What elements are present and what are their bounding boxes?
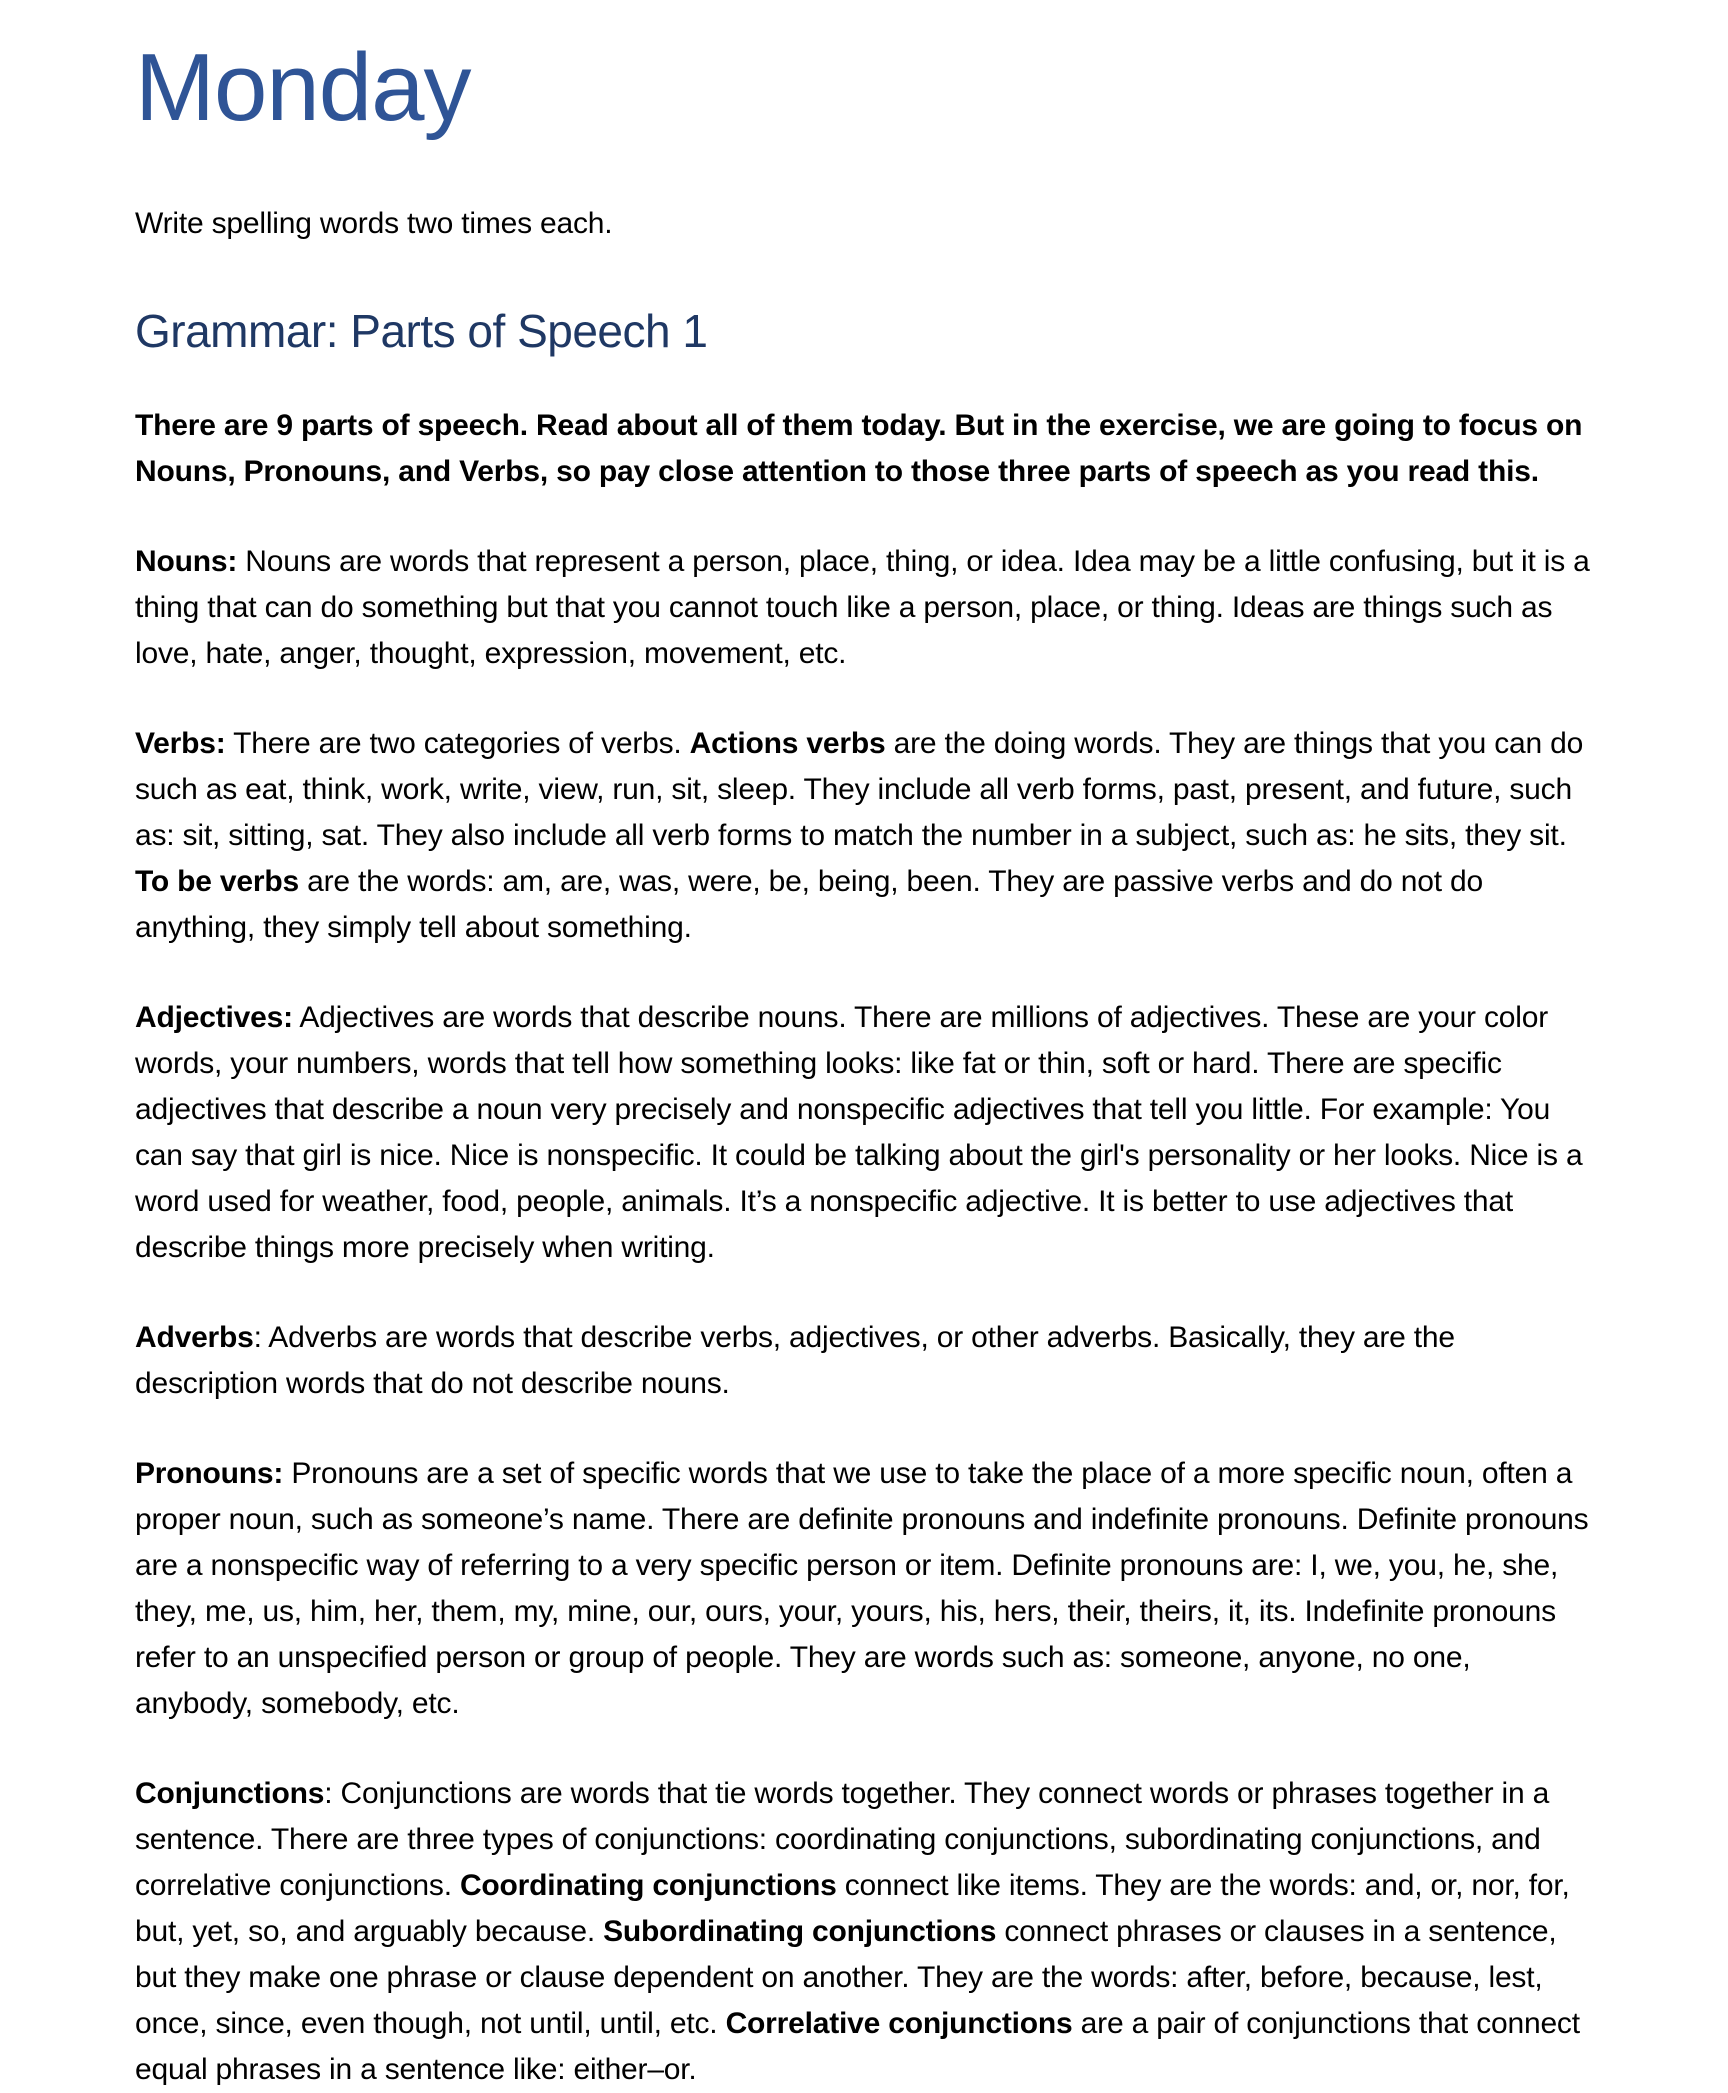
text-segment: Actions verbs — [689, 726, 886, 760]
text-segment: Nouns: — [135, 544, 238, 578]
text-segment: are a pair of conjunctions that connect equal phrases in a sentence like: either–or. — [135, 2006, 1580, 2086]
text-segment: are the doing words. They are things that you can do such as eat, think, work, write, view, run, sit, sleep. They include all verb forms, past, present, and future, such as: sit, sitting, sat. They also include all verb forms to match the number in a subject, such as: he sits, they sit. — [135, 726, 1584, 852]
text-segment: There are 9 parts of speech. Read about all of them today. But in the exercise, we are going to focus on Nouns, Pronouns, and Verbs, so pay close attention to those three parts of speech as you read this. — [135, 408, 1583, 488]
text-segment: are the words: am, are, was, were, be, being, been. They are passive verbs and do not do anything, they simply tell about something. — [135, 864, 1483, 944]
section-heading: Grammar: Parts of Speech 1 — [135, 305, 708, 358]
text-segment: To be verbs — [135, 864, 299, 898]
text-segment: connect phrases or clauses in a sentence, but they make one phrase or clause dependent on another. They are the words: after, before, because, lest, once, since, even though, not until, until, etc. — [135, 1914, 1557, 2040]
paragraph-verbs — [135, 721, 1593, 951]
text-segment: Verbs: — [135, 726, 226, 760]
paragraph-pronouns — [135, 1451, 1593, 1727]
document-title: Monday — [135, 34, 471, 141]
paragraph-adjectives — [135, 995, 1593, 1271]
text-segment: Conjunctions — [135, 1776, 325, 1810]
paragraph-nouns — [135, 539, 1593, 677]
text-segment: Pronouns are a set of specific words that we use to take the place of a more specific noun, often a proper noun, such as someone’s name. There are definite pronouns and indefinite pronouns. Definite pronouns are a nonspecific way of referring to a very specific person or item. Definite pronouns are: I, we, you, he, she, they, me, us, him, her, them, my, mine, our, ours, your, yours, his, hers, their, theirs, it, its. Indefinite pronouns refer to an unspecified person or group of people. They are words such as: someone, anyone, no one, anybody, somebody, etc. — [135, 1456, 1589, 1720]
text-segment: Adjectives: — [135, 1000, 293, 1034]
text-segment: : Adverbs are words that describe verbs, adjectives, or other adverbs. Basically, they are the description words that do not describe nouns. — [135, 1320, 1455, 1400]
paragraph-adverbs — [135, 1315, 1593, 1407]
text-segment: There are two categories of verbs. — [225, 726, 690, 760]
instruction-text: Write spelling words two times each. — [135, 207, 613, 241]
text-segment: Subordinating conjunctions — [603, 1914, 997, 1948]
text-segment: Adjectives are words that describe nouns. There are millions of adjectives. These are your color words, your numbers, words that tell how something looks: like fat or thin, soft or hard. There are specific adjectives that describe a noun very precisely and nonspecific adjectives that tell you little. For example: You can say that girl is nice. Nice is nonspecific. It could be talking about the girl's personality or her looks. Nice is a word used for weather, food, people, animals. It’s a nonspecific adjective. It is better to use adjectives that describe things more precisely when writing. — [135, 1000, 1583, 1264]
text-segment: Pronouns: — [135, 1456, 284, 1490]
text-segment: Correlative conjunctions — [725, 2006, 1073, 2040]
paragraph-conjunctions — [135, 1771, 1593, 2093]
text-segment: : Conjunctions are words that tie words together. They connect words or phrases together in a sentence. There are three types of conjunctions: coordinating conjunctions, subordinating conjunctions, and correlative conjunctions. — [135, 1776, 1550, 1902]
text-segment: connect like items. They are the words: and, or, nor, for, but, yet, so, and arguably because. — [135, 1868, 1570, 1948]
text-segment: Coordinating conjunctions — [459, 1868, 837, 1902]
text-segment: Adverbs — [135, 1320, 254, 1354]
text-segment: Nouns are words that represent a person, place, thing, or idea. Idea may be a little confusing, but it is a thing that can do something but that you cannot touch like a person, place, or thing. Ideas are things such as love, hate, anger, thought, expression, movement, etc. — [135, 544, 1590, 670]
paragraph-overview — [135, 403, 1593, 495]
paragraphs-container — [135, 403, 1593, 2093]
